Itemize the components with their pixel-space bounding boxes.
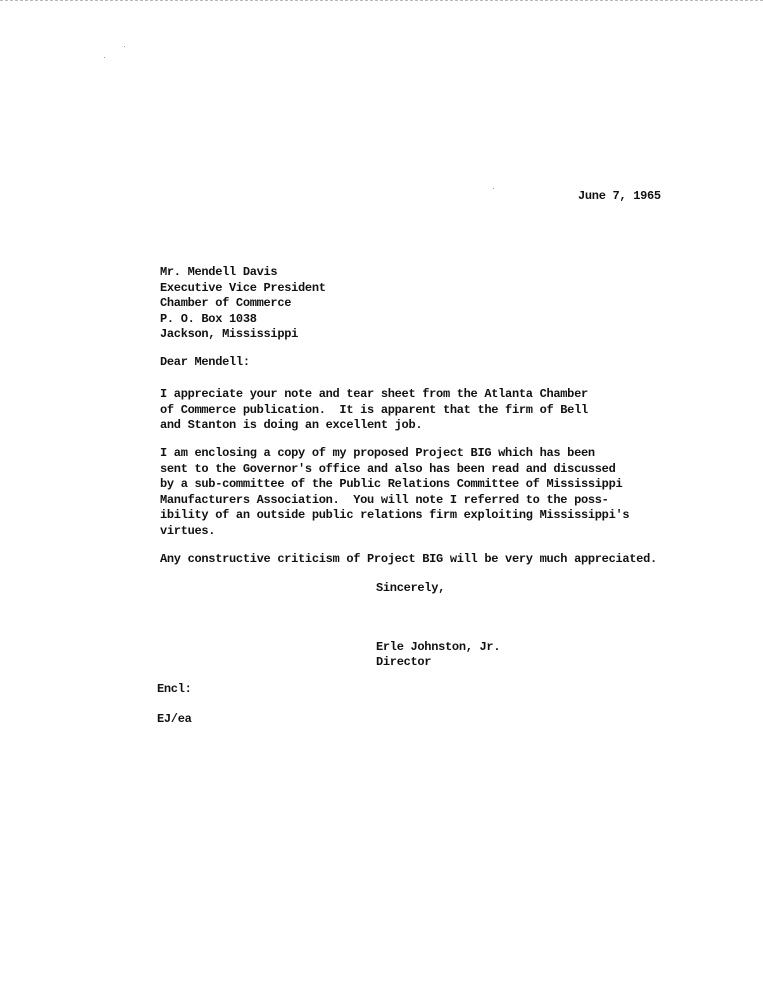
body-paragraph-2 xyxy=(160,446,700,539)
body-line: of Commerce publication. It is apparent that the firm of Bell xyxy=(160,402,588,417)
signer-name: Erle Johnston, Jr. xyxy=(376,640,501,654)
recipient-address-block xyxy=(160,265,700,343)
body-line: I appreciate your note and tear sheet from the Atlanta Chamber xyxy=(160,387,588,401)
recipient-organization: Chamber of Commerce xyxy=(160,296,292,310)
body-line: Manufacturers Association. You will note I referred to the poss- xyxy=(160,492,609,507)
page-top-edge xyxy=(0,0,763,1)
recipient-title: Executive Vice President xyxy=(160,280,326,295)
paper-speck xyxy=(124,46,125,47)
letter-date: June 7, 1965 xyxy=(578,189,661,203)
salutation: Dear Mendell: xyxy=(160,355,250,369)
body-paragraph-3 xyxy=(160,552,700,568)
body-line: ibility of an outside public relations firm exploiting Mississippi's xyxy=(160,508,630,522)
paper-speck xyxy=(493,188,494,189)
body-paragraph-1 xyxy=(160,387,700,434)
enclosure-notation: Encl: xyxy=(157,682,192,696)
closing: Sincerely, xyxy=(376,581,446,595)
body-line: Any constructive criticism of Project BIG will be very much appreciated. xyxy=(160,552,657,566)
recipient-po-box: P. O. Box 1038 xyxy=(160,311,257,326)
body-line: by a sub-committee of the Public Relations Committee of Mississippi xyxy=(160,477,623,491)
body-line: virtues. xyxy=(160,523,216,538)
recipient-name: Mr. Mendell Davis xyxy=(160,265,278,279)
body-line: I am enclosing a copy of my proposed Project BIG which has been xyxy=(160,446,595,460)
recipient-city: Jackson, Mississippi xyxy=(160,327,299,341)
reference-initials: EJ/ea xyxy=(157,712,192,726)
paper-speck xyxy=(104,57,105,58)
signer-title: Director xyxy=(376,655,432,669)
body-line: sent to the Governor's office and also has been read and discussed xyxy=(160,461,616,476)
body-line: and Stanton is doing an excellent job. xyxy=(160,418,423,432)
